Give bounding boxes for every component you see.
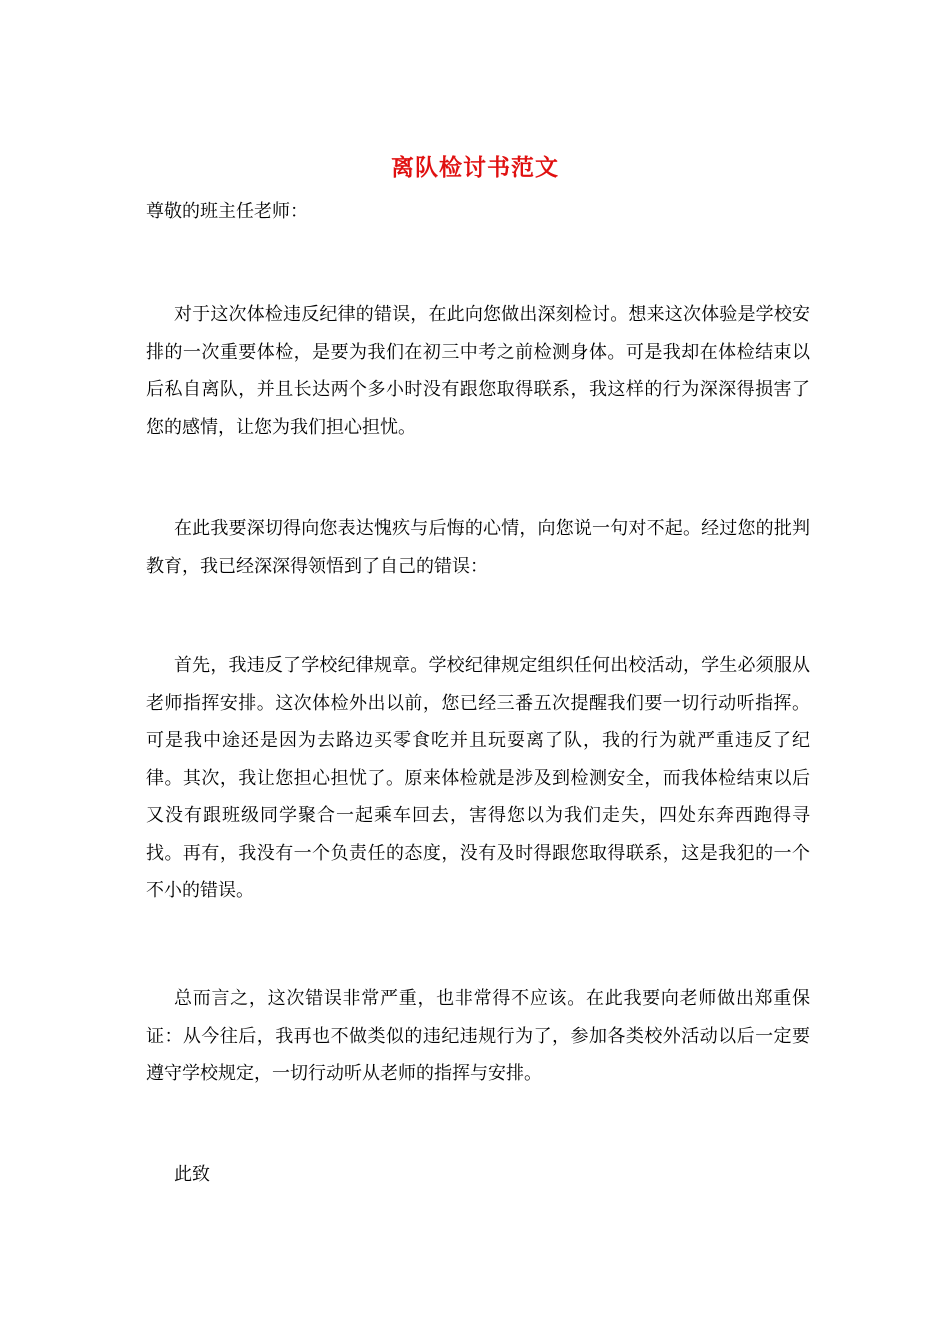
document-title: 离队检讨书范文 bbox=[391, 154, 559, 181]
body-paragraph-3: 首先，我违反了学校纪律规章。学校纪律规定组织任何出校活动，学生必须服从老师指挥安排。这次体检外出以前，您已经三番五次提醒我们要一切行动听指挥。可是我中途还是因为去路边买零食吃并且玩耍离了队，我的行为就严重违反了纪律。其次，我让您担心担忧了。原来体检就是涉及到检测安全，而我体检结束以后又没有跟班级同学聚合一起乘车回去，害得您以为我们走失，四处东奔西跑得寻找。再有，我没有一个负责任的态度，没有及时得跟您取得联系，这是我犯的一个不小的错误。 bbox=[146, 655, 810, 901]
body-paragraph-2: 在此我要深切得向您表达愧疚与后悔的心情，向您说一句对不起。经过您的批判教育，我已经深深得领悟到了自己的错误： bbox=[146, 518, 810, 577]
closing-line: 此致 bbox=[174, 1164, 210, 1185]
body-paragraph-1: 对于这次体检违反纪律的错误，在此向您做出深刻检讨。想来这次体验是学校安排的一次重要体检，是要为我们在初三中考之前检测身体。可是我却在体检结束以后私自离队，并且长达两个多小时没有跟您取得联系，我这样的行为深深得损害了您的感情，让您为我们担心担忧。 bbox=[146, 304, 810, 438]
body-paragraph-4: 总而言之，这次错误非常严重，也非常得不应该。在此我要向老师做出郑重保证：从今往后，我再也不做类似的违纪违规行为了，参加各类校外活动以后一定要遵守学校规定，一切行动听从老师的指挥与安排。 bbox=[146, 988, 810, 1084]
salutation: 尊敬的班主任老师： bbox=[146, 201, 308, 222]
